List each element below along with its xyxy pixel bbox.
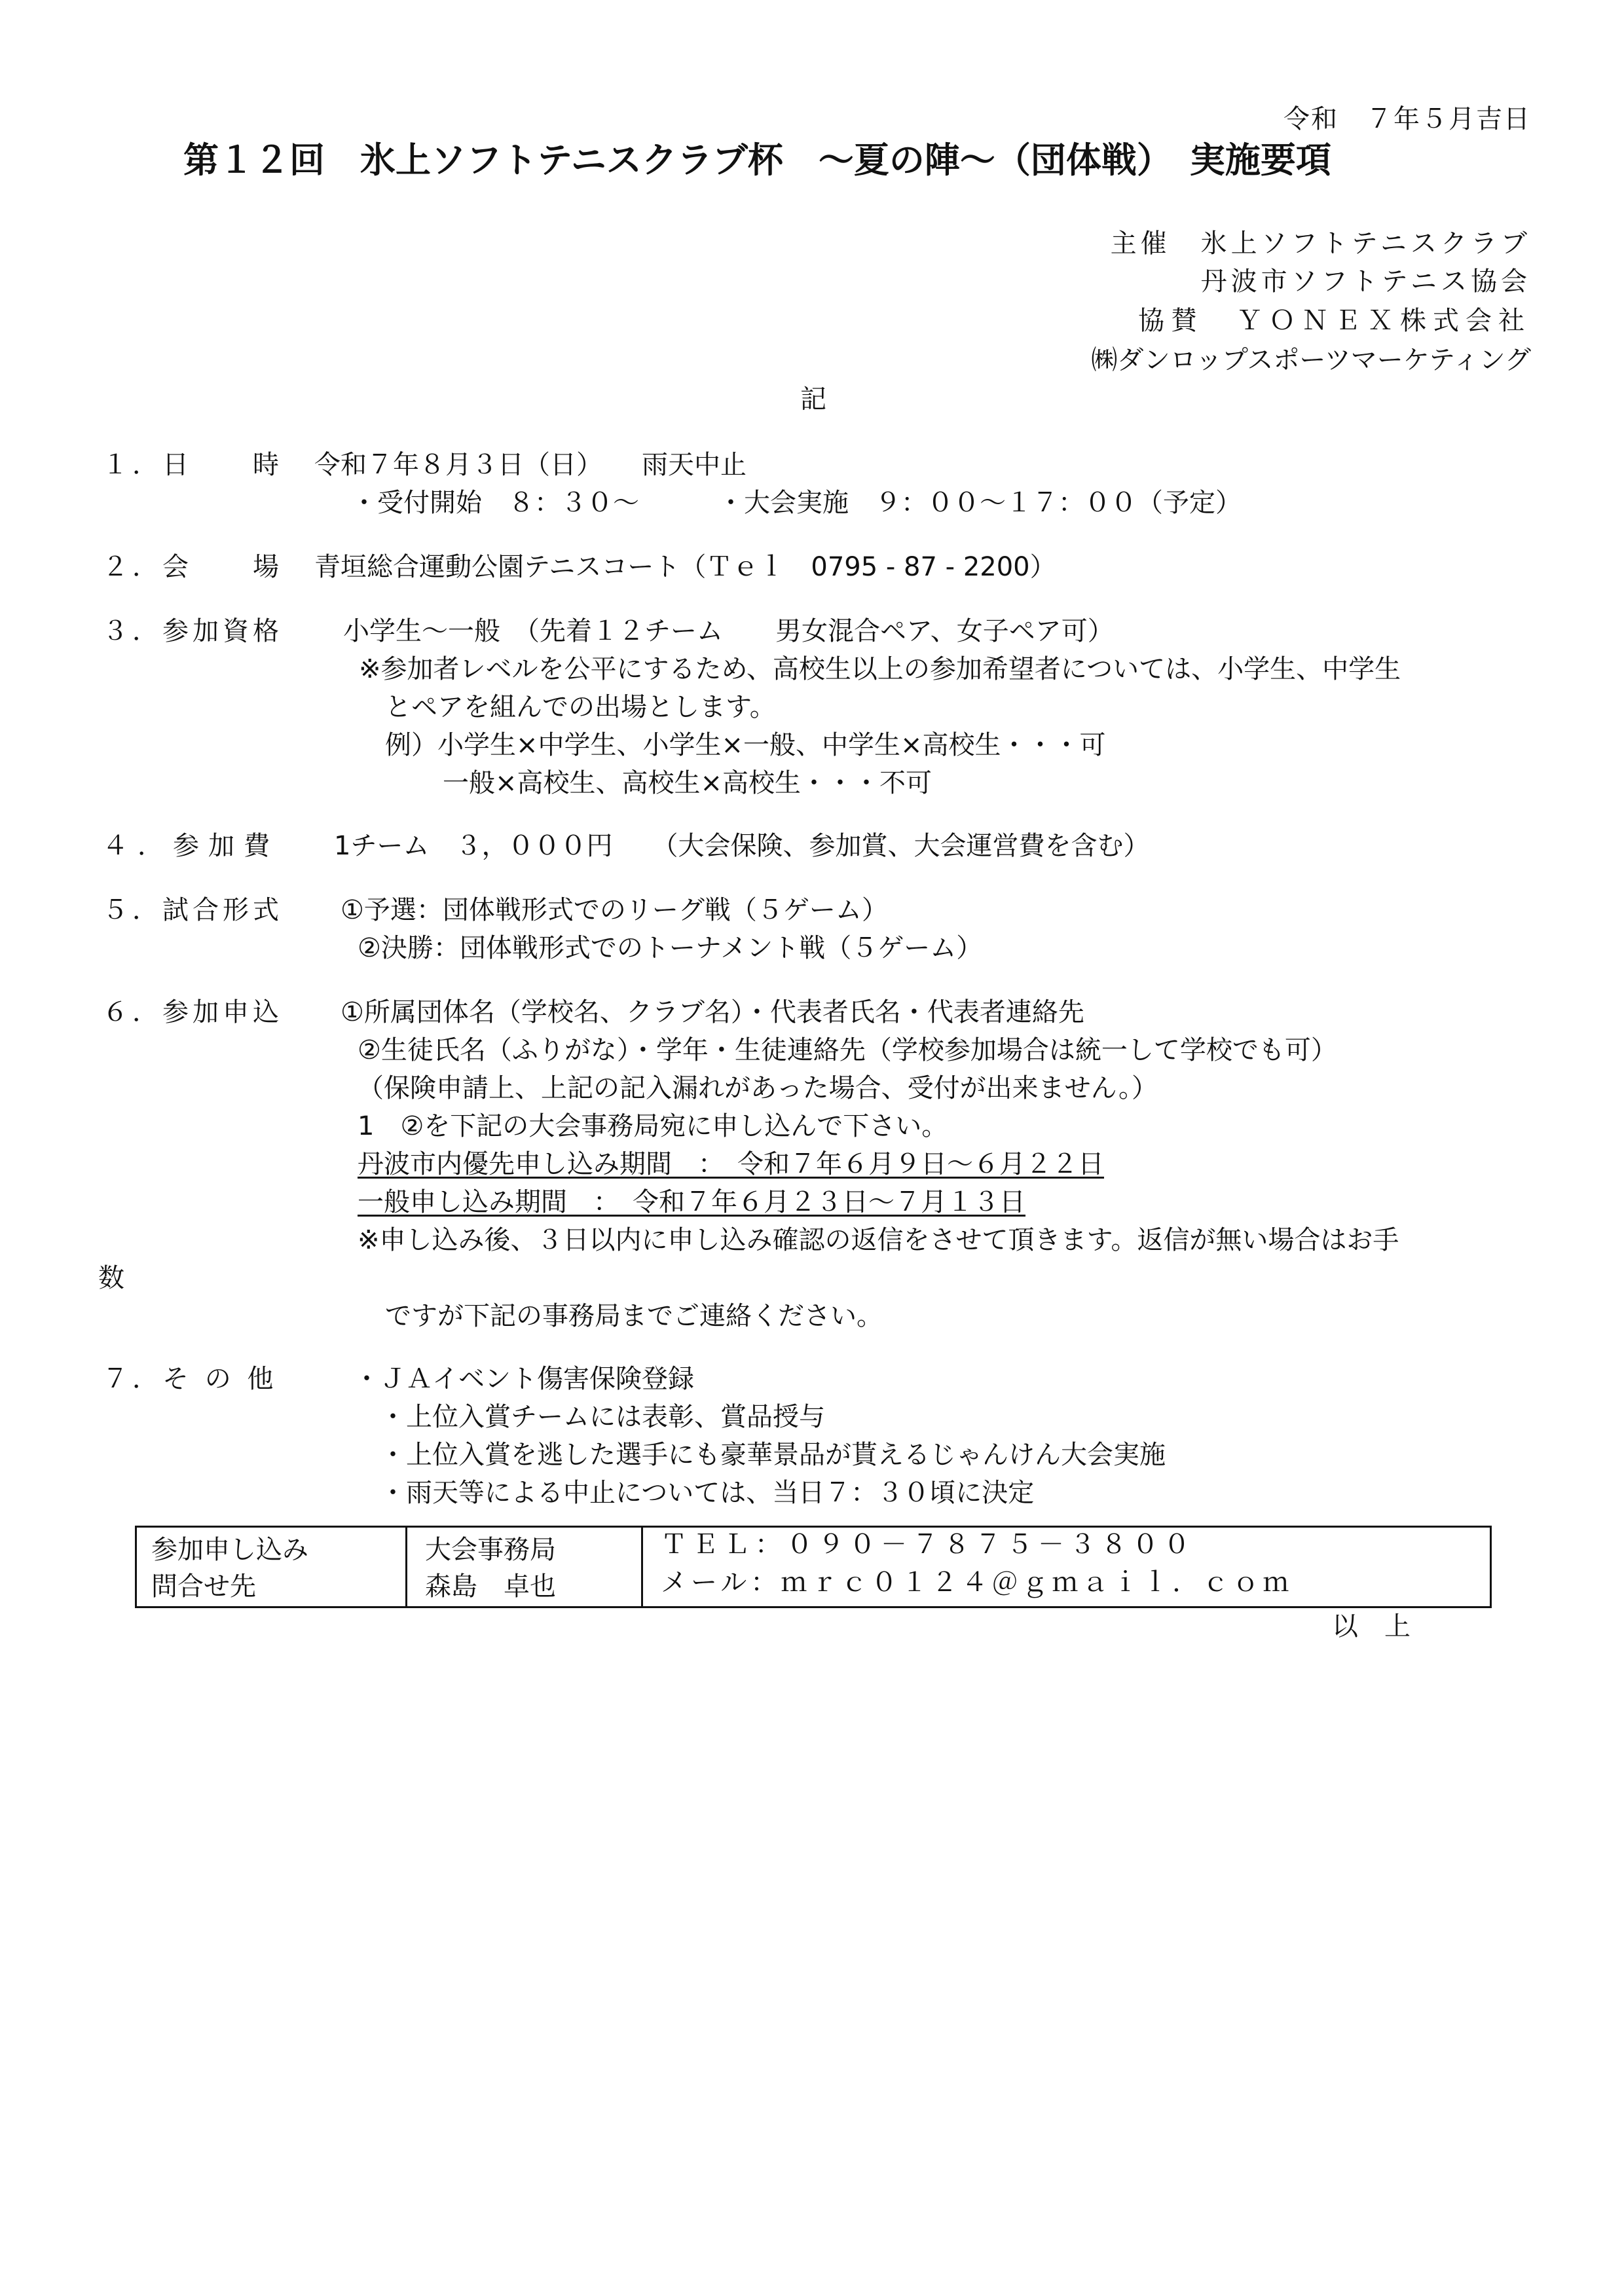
section-6-line-2: ②生徒氏名（ふりがな）・学年・生徒連絡先（学校参加場合は統一して学校でも可）	[358, 1035, 1337, 1065]
section-6-line-7: ※申し込み後、３日以内に申し込み確認の返信をさせて頂きます。返信が無い場合はお手	[358, 1225, 1399, 1255]
section-6-line-9: ですが下記の事務局までご連絡ください。	[385, 1301, 883, 1331]
contact-label-line-2: 問合せ先	[151, 1571, 256, 1602]
section-1-label: １．日 時	[102, 450, 283, 480]
section-4-label: ４．参加費	[102, 831, 279, 861]
closing-text: 以 上	[1332, 1611, 1411, 1642]
contact-phone: ＴＥＬ：０９０－７８７５－３８００	[661, 1530, 1195, 1560]
contact-table	[135, 1526, 1492, 1608]
section-7-line-3: ・上位入賞を逃した選手にも豪華景品が貰えるじゃんけん大会実施	[380, 1440, 1166, 1470]
contact-table-divider-1	[405, 1528, 407, 1606]
section-6-label: ６．参加申込	[102, 997, 283, 1027]
section-7-line-1: ・ＪＡイベント傷害保険登録	[354, 1364, 694, 1394]
sponsor-line-1: 協賛 ＹＯＮＥＸ株式会社	[1138, 306, 1531, 336]
issue-date: 令和 ７年５月吉日	[1283, 104, 1531, 134]
section-6-line-4: 1 ②を下記の大会事務局宛に申し込んで下さい。	[358, 1111, 948, 1141]
section-6-local-period: 丹波市内優先申し込み期間 ： 令和７年６月９日～６月２２日	[358, 1149, 1104, 1179]
organizer-line-2: 丹波市ソフトテニス協会	[1200, 266, 1531, 297]
section-3-line-4: 例）小学生×中学生、小学生×一般、中学生×高校生・・・可	[385, 730, 1106, 760]
section-7-label: ７．そ の 他	[102, 1364, 278, 1394]
section-1-line-1: 令和７年８月３日（日） 雨天中止	[314, 450, 747, 480]
section-3-line-5: 一般×高校生、高校生×高校生・・・不可	[443, 768, 932, 798]
document-title: 第１２回 氷上ソフトテニスクラブ杯 ～夏の陣～（団体戦） 実施要項	[183, 139, 1331, 181]
contact-label-line-1: 参加申し込み	[151, 1535, 308, 1565]
section-6-line-8: 数	[98, 1263, 124, 1293]
section-6-general-period: 一般申し込み期間 ： 令和７年６月２３日～７月１３日	[358, 1187, 1025, 1217]
section-2-label: ２．会 場	[102, 552, 283, 582]
contact-email: メール：ｍｒｃ０１２４＠ｇｍａｉｌ．ｃｏｍ	[661, 1568, 1293, 1598]
organizer-line-1: 主催 氷上ソフトテニスクラブ	[1110, 229, 1531, 259]
section-6-line-3: （保険申請上、上記の記入漏れがあった場合、受付が出来ません。）	[358, 1073, 1158, 1103]
section-3-line-1: 小学生～一般 （先着１２チーム 男女混合ペア、女子ペア可）	[343, 616, 1114, 646]
office-name: 大会事務局	[425, 1535, 556, 1565]
section-5-line-2: ②決勝：団体戦形式でのトーナメント戦（５ゲーム）	[358, 933, 983, 963]
ki-heading: 記	[800, 384, 826, 414]
section-7-line-4: ・雨天等による中止については、当日７：３０頃に決定	[380, 1478, 1035, 1508]
section-3-label: ３．参加資格	[102, 616, 283, 646]
section-3-line-2: ※参加者レベルを公平にするため、高校生以上の参加希望者については、小学生、中学生	[359, 654, 1401, 684]
section-6-line-1: ①所属団体名（学校名、クラブ名）・代表者氏名・代表者連絡先	[341, 997, 1084, 1027]
office-contact-person: 森島 卓也	[425, 1571, 556, 1602]
section-4-line-1: 1チーム ３，０００円 （大会保険、参加賞、大会運営費を含む）	[334, 831, 1150, 861]
section-2-line-1: 青垣総合運動公園テニスコート（Ｔｅｌ 0795 - 87 - 2200）	[314, 552, 1056, 582]
section-5-line-1: ①予選：団体戦形式でのリーグ戦（５ゲーム）	[341, 895, 888, 925]
section-7-line-2: ・上位入賞チームには表彰、賞品授与	[380, 1402, 825, 1432]
contact-table-divider-2	[641, 1528, 643, 1606]
section-5-label: ５．試合形式	[102, 895, 283, 925]
sponsor-line-2: ㈱ダンロップスポーツマーケティング	[1091, 345, 1531, 375]
section-1-line-2: ・受付開始 ８：３０～ ・大会実施 ９：００～１７：００（予定）	[351, 488, 1242, 518]
section-3-line-3: とペアを組んでの出場とします。	[385, 692, 776, 722]
